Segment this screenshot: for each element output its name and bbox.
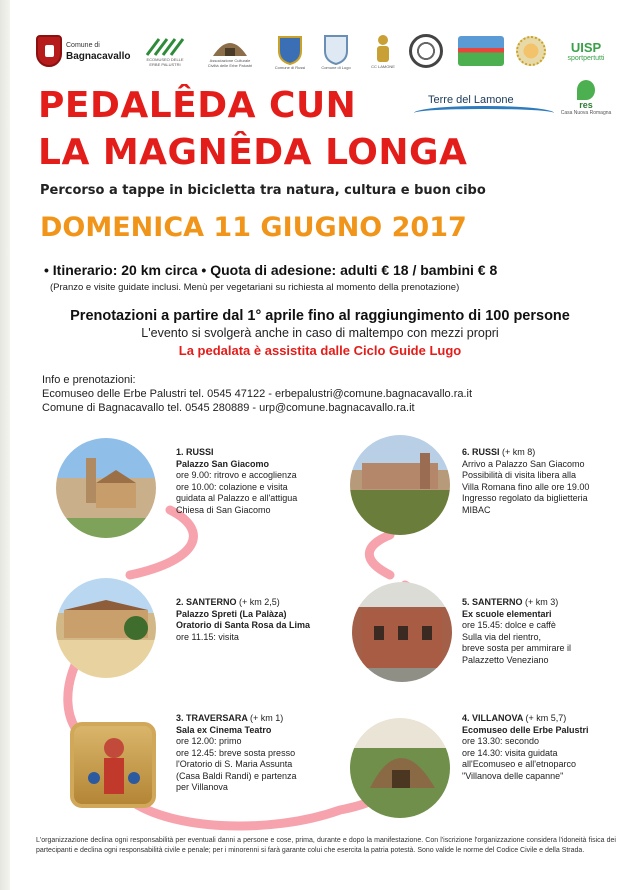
- sun-logo: [514, 28, 548, 74]
- stop-2-line-1: Oratorio di Santa Rosa da Lima: [176, 620, 311, 630]
- terre-del-lamone-logo: [414, 90, 554, 116]
- itinerary-line: • Itinerario: 20 km circa • Quota di adesione: adulti € 18 / bambini € 8: [44, 262, 498, 278]
- stop-5: [462, 597, 630, 666]
- disclaimer-footer: L'organizzazione declina ogni responsabilità per eventuali danni a persone e cose, prima, durante e dopo la manifestazione. Con l'iscrizione l'organizzazione considera l'idoneità fisica dei partecipanti e declina ogni responsabilità civile e penale; per i minorenni si farà garante colui che esercita la patria potestà. Sono valide le norme del Codice Civile e della Strada.: [36, 837, 616, 854]
- stop-5-km: (+ km 3): [525, 597, 559, 607]
- stop-3-place: Sala ex Cinema Teatro: [176, 724, 272, 735]
- booking-line-2: L'evento si svolgerà anche in caso di maltempo con mezzi propri: [141, 326, 499, 340]
- lugo-crest-icon: [322, 33, 350, 65]
- stop-5-place: Ex scuole elementari: [462, 608, 552, 619]
- leaf-icon: [577, 80, 595, 100]
- russi-crest-icon: [277, 33, 303, 65]
- stop-3-line-2: ore 12.45: breve sosta presso: [176, 747, 296, 758]
- stop-5-num: 5. SANTERNO: [462, 597, 523, 607]
- booking-line-1: Prenotazioni a partire dal 1° aprile fino al raggiungimento di 100 persone: [70, 308, 570, 324]
- stop-6-line-3: Villa Romana fino alle ore 19.00: [462, 481, 590, 492]
- photo-russi-palazzo: [56, 438, 156, 538]
- villa-icon: [56, 578, 156, 678]
- stop-1-line-2: ore 10.00: colazione e visita: [176, 481, 288, 492]
- stop-6: [462, 447, 630, 516]
- res-sub-label: Casa Nuova Romagna: [560, 110, 612, 116]
- round-seal-logo: [406, 28, 446, 74]
- page-edge: [0, 0, 10, 890]
- stop-6-line-2: Possibilità di visita libera alla: [462, 470, 577, 480]
- stop-3-num: 3. TRAVERSARA: [176, 713, 248, 723]
- straw-hut-icon: [350, 718, 450, 818]
- contacts-heading: Info e prenotazioni:: [42, 374, 136, 386]
- stop-3-line-4: (Casa Baldi Randi) e partenza: [176, 770, 297, 781]
- painting-icon: [74, 726, 154, 806]
- associazione-logo: [206, 28, 254, 74]
- contacts-line-1: Ecomuseo delle Erbe Palustri tel. 0545 47122 - erbepalustri@comune.bagnacavallo.ra.it: [42, 388, 473, 400]
- stop-4-num: 4. VILLANOVA: [462, 713, 524, 723]
- stop-6-line-1: Arrivo a Palazzo San Giacomo: [462, 458, 585, 469]
- sun-icon: [516, 36, 546, 66]
- uisp-sub-label: sportpertutti: [567, 55, 605, 62]
- stop-4-line-4: "Villanova delle capanne": [462, 770, 564, 781]
- comune-russi-logo: [272, 28, 308, 74]
- stop-4-place: Ecomuseo delle Erbe Palustri: [462, 724, 589, 735]
- photo-traversara-painting: [70, 722, 156, 808]
- stop-1-line-1: ore 9.00: ritrovo e accoglienza: [176, 470, 297, 480]
- cc-lamone-logo: [366, 28, 400, 74]
- ecomuseo-label: ECOMUSEO DELLE ERBE PALUSTRI: [146, 57, 184, 67]
- stop-3: [176, 713, 346, 794]
- stop-1: [176, 447, 346, 516]
- itinerary-note: (Pranzo e visite guidate inclusi. Menù per vegetariani su richiesta al momento della prenotazione): [50, 282, 460, 293]
- comune-label: Comune di: [66, 42, 100, 49]
- stop-1-line-3: guidata al Palazzo e all'attigua: [176, 493, 298, 503]
- photo-santerno-scuole: [352, 582, 452, 682]
- stop-4: [462, 713, 630, 782]
- stop-3-line-5: per Villanova: [176, 782, 228, 792]
- stop-4-line-3: all'Ecomuseo e all'etnoparco: [462, 759, 577, 769]
- event-date: DOMENICA 11 GIUGNO 2017: [40, 212, 467, 243]
- stop-2-place: Palazzo Spreti (La Palàza): [176, 608, 287, 619]
- landscape-icon: [458, 36, 504, 66]
- stop-4-line-2: ore 14.30: visita guidata: [462, 747, 558, 758]
- poster: [10, 0, 630, 890]
- terre-del-lamone-label: Terre del Lamone: [428, 94, 514, 106]
- church-icon: [56, 438, 156, 538]
- stop-4-line-1: ore 13.30: secondo: [462, 736, 540, 746]
- hut-icon: [211, 34, 249, 58]
- swoosh-icon: [414, 106, 554, 120]
- comune-bagnacavallo-logo: [36, 28, 130, 74]
- ecomuseo-logo: [142, 28, 188, 74]
- stop-2-line-2: ore 11.15: visita: [176, 631, 239, 642]
- uisp-label: UISP: [570, 40, 602, 55]
- contacts-line-2: Comune di Bagnacavallo tel. 0545 280889 - urp@comune.bagnacavallo.ra.it: [42, 402, 415, 414]
- comune-name: Bagnacavallo: [66, 51, 131, 62]
- photo-villanova-hut: [350, 718, 450, 818]
- stop-3-km: (+ km 1): [250, 713, 284, 723]
- bagnacavallo-crest-icon: [36, 35, 62, 67]
- stop-4-km: (+ km 5,7): [525, 713, 567, 723]
- brick-building-icon: [352, 582, 452, 682]
- stop-2-km: (+ km 2,5): [239, 597, 280, 607]
- stop-6-km: (+ km 8): [502, 447, 536, 457]
- stop-6-num: 6. RUSSI: [462, 447, 500, 457]
- stop-6-line-4: Ingresso regolato da biglietteria: [462, 493, 588, 503]
- subtitle: Percorso a tappe in bicicletta tra natura, cultura e buon cibo: [40, 183, 486, 198]
- stop-3-line-1: ore 12.00: primo: [176, 736, 242, 746]
- photo-russi-villa-romana: [350, 435, 450, 535]
- palace-icon: [350, 435, 450, 535]
- stop-1-line-4: Chiesa di San Giacomo: [176, 504, 271, 515]
- cyclist-figure-icon: [370, 34, 396, 64]
- stop-3-line-3: l'Oratorio di S. Maria Assunta: [176, 759, 293, 769]
- res-logo: [554, 80, 618, 140]
- stop-2-num: 2. SANTERNO: [176, 597, 237, 607]
- contacts-block: [42, 373, 472, 415]
- stop-1-num: 1. RUSSI: [176, 447, 214, 457]
- landscape-logo: [456, 28, 506, 74]
- lugo-label: Comune di Lugo: [321, 64, 351, 70]
- stop-6-line-5: MIBAC: [462, 504, 491, 515]
- stop-2: [176, 597, 346, 643]
- res-label: res: [579, 100, 593, 110]
- stop-5-line-3: breve sosta per ammirare il: [462, 643, 572, 653]
- stop-1-place: Palazzo San Giacomo: [176, 458, 270, 469]
- title-line-2: LA MAGNÊDA LONGA: [38, 132, 468, 173]
- stop-5-line-2: Sulla via del rientro,: [462, 631, 542, 642]
- sponsor-logos: [36, 28, 618, 74]
- reeds-icon: [145, 35, 185, 57]
- stop-5-line-1: ore 15.45: dolce e caffè: [462, 620, 556, 630]
- russi-label: Comune di Russi: [274, 64, 306, 70]
- uisp-logo: [556, 28, 616, 74]
- stop-5-line-4: Palazzetto Veneziano: [462, 654, 549, 665]
- photo-santerno-palazzo: [56, 578, 156, 678]
- title-line-1: PEDALÊDA CUN: [38, 85, 357, 126]
- booking-line-3: La pedalata è assistita dalle Ciclo Guide Lugo: [178, 343, 462, 358]
- associazione-label: Associazione Culturale Civiltà delle Erbe Palustri: [207, 58, 253, 68]
- seal-icon: [409, 34, 443, 68]
- cc-lamone-label: CC LAMONE: [371, 63, 395, 69]
- comune-lugo-logo: [318, 28, 354, 74]
